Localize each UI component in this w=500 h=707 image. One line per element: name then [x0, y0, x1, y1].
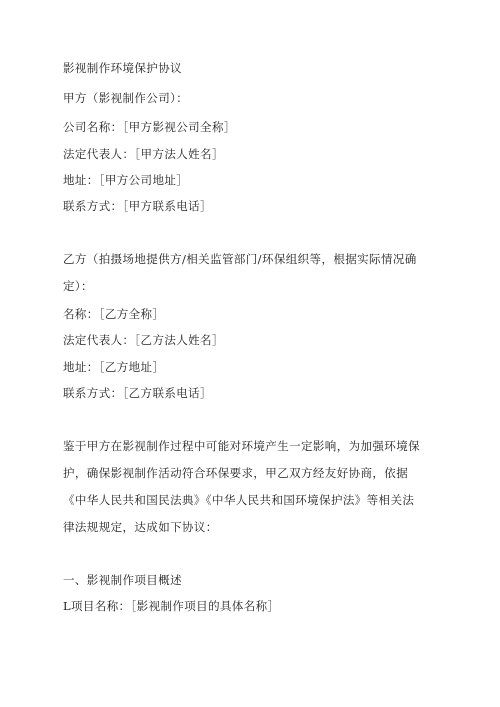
party-a-address: 地址：［甲方公司地址］	[63, 173, 189, 187]
preamble-line2: 护，确保影视制作活动符合环保要求，甲乙双方经友好协商，依据	[63, 466, 409, 480]
section1-item1: L项目名称：［影视制作项目的具体名称］	[63, 599, 280, 613]
party-b-heading-line1: 乙方（拍摄场地提供方/相关监管部门/环保组织等，根据实际情况确	[63, 252, 417, 266]
party-a-contact: 联系方式：［甲方联系电话］	[63, 199, 212, 213]
party-a-heading: 甲方（影视制作公司）：	[63, 91, 189, 105]
preamble-line4: 律法规规定，达成如下协议：	[63, 520, 218, 534]
party-b-name: 名称：［乙方全称］	[63, 307, 165, 321]
party-b-contact: 联系方式：［乙方联系电话］	[63, 386, 212, 400]
party-b-legal-rep: 法定代表人：［乙方法人姓名］	[63, 333, 224, 347]
party-a-legal-rep: 法定代表人：［甲方法人姓名］	[63, 147, 224, 161]
party-b-heading-line2: 定）：	[63, 279, 93, 293]
party-a-company-name: 公司名称：［甲方影视公司全称］	[63, 120, 236, 134]
document-title: 影视制作环境保护协议	[63, 61, 182, 75]
preamble-line1: 鉴于甲方在影视制作过程中可能对环境产生一定影响，为加强环境保	[63, 439, 420, 453]
section1-heading: 一、影视制作项目概述	[63, 573, 182, 587]
preamble-line3: 《中华人民共和国民法典》《中华人民共和国环境保护法》等相关法	[63, 493, 415, 507]
party-b-address: 地址：［乙方地址］	[63, 360, 165, 374]
